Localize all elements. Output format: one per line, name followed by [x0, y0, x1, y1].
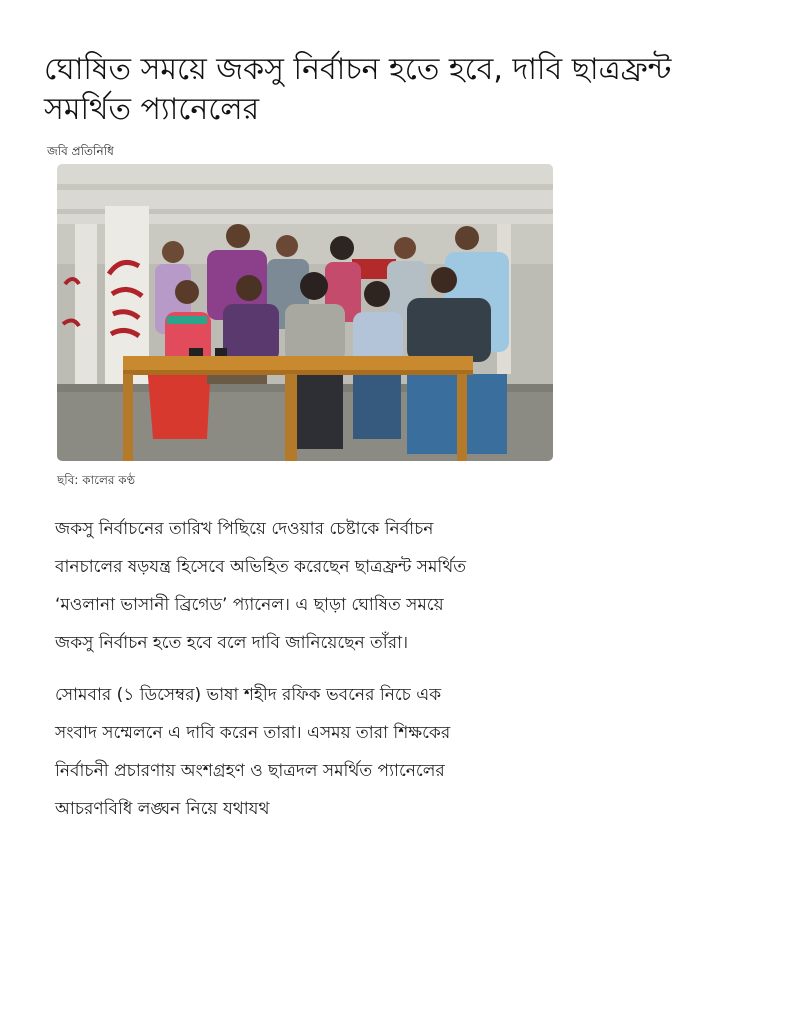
- byline: জবি প্রতিনিধি: [47, 144, 114, 158]
- article-body: [55, 510, 475, 842]
- article-paragraph: জকসু নির্বাচনের তারিখ পিছিয়ে দেওয়ার চেষ্টাকে নির্বাচন বানচালের ষড়যন্ত্র হিসেবে অভিহিত করেছেন ছাত্রফ্রন্ট সমর্থিত ‘মওলানা ভাসানী ব্রিগেড’ প্যানেল। এ ছাড়া ঘোষিত সময়ে জকসু নির্বাচন হতে হবে বলে দাবি জানিয়েছেন তাঁরা।: [55, 519, 467, 653]
- article-headline: ঘোষিত সময়ে জকসু নির্বাচন হতে হবে, দাবি ছাত্রফ্রন্ট সমর্থিত প্যানেলের: [44, 52, 672, 127]
- photo-caption: ছবি: কালের কণ্ঠ: [57, 473, 136, 487]
- article-paragraph: সোমবার (১ ডিসেম্বর) ভাষা শহীদ রফিক ভবনের নিচে এক সংবাদ সম্মেলনে এ দাবি করেন তারা। এসময় তারা শিক্ষকের নির্বাচনী প্রচারণায় অংশগ্রহণ ও ছাত্রদল সমর্থিত প্যানেলের আচরণবিধি লঙ্ঘন নিয়ে যথাযথ: [55, 685, 451, 819]
- press-conference-photo: [57, 164, 553, 461]
